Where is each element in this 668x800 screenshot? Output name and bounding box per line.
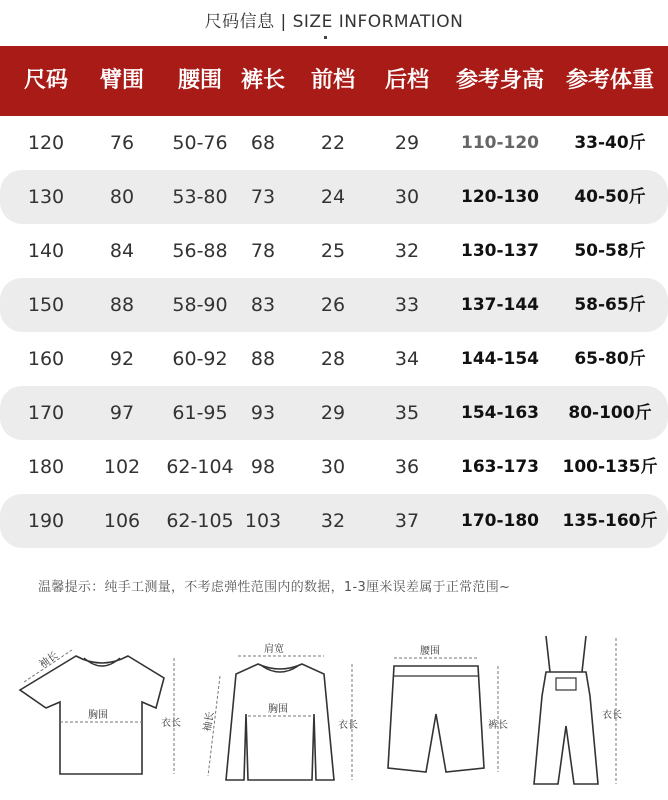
header-arm: 臂围	[99, 68, 144, 93]
header-back-rise: 后档	[384, 68, 429, 93]
header-waist: 腰围	[177, 68, 222, 93]
title-divider-dot	[324, 36, 327, 39]
sweater-length-label: 衣长	[338, 720, 358, 731]
table-cell: 58-65斤	[574, 295, 646, 315]
table-cell: 36	[394, 456, 420, 478]
table-cell: 60-92	[172, 348, 228, 370]
tshirt-diagram	[14, 628, 194, 788]
table-cell: 25	[320, 240, 346, 262]
table-cell: 40-50斤	[574, 187, 646, 207]
table-cell: 130-137	[460, 241, 540, 261]
overalls-diagram	[520, 628, 666, 790]
sweater-sleeve-label: 袖长	[202, 710, 217, 733]
table-cell: 68	[250, 132, 276, 154]
table-cell: 88	[250, 348, 276, 370]
table-cell: 93	[250, 402, 276, 424]
table-cell: 170	[27, 402, 65, 424]
table-cell: 190	[27, 510, 65, 532]
table-row	[0, 170, 668, 224]
shorts-diagram	[380, 636, 510, 786]
table-cell: 137-144	[460, 295, 540, 315]
table-cell: 160	[27, 348, 65, 370]
header-size: 尺码	[23, 68, 68, 93]
table-cell: 84	[109, 240, 135, 262]
table-cell: 100-135斤	[562, 457, 658, 477]
table-cell: 135-160斤	[562, 511, 658, 531]
table-cell: 30	[394, 186, 420, 208]
table-cell: 120-130	[460, 187, 540, 207]
table-cell: 150	[27, 294, 65, 316]
header-ref-weight: 参考体重	[565, 68, 654, 93]
table-cell: 144-154	[460, 349, 540, 369]
table-cell: 62-105	[166, 510, 234, 532]
table-cell: 50-76	[172, 132, 228, 154]
table-row	[0, 278, 668, 332]
table-cell: 37	[394, 510, 420, 532]
table-cell: 61-95	[172, 402, 228, 424]
table-row	[0, 494, 668, 548]
header-front-rise: 前档	[310, 68, 355, 93]
header-ref-height: 参考身高	[455, 68, 544, 93]
overalls-shape	[534, 672, 598, 784]
table-row	[0, 386, 668, 440]
table-cell: 180	[27, 456, 65, 478]
table-row	[0, 332, 668, 386]
table-cell: 83	[250, 294, 276, 316]
table-cell: 88	[109, 294, 135, 316]
table-cell: 73	[250, 186, 276, 208]
table-cell: 65-80斤	[574, 349, 646, 369]
table-cell: 35	[394, 402, 420, 424]
table-cell: 80	[109, 186, 135, 208]
tshirt-sleeve-label: 袖长	[37, 649, 61, 671]
sweater-shoulder-label: 肩宽	[264, 644, 284, 655]
table-cell: 56-88	[172, 240, 228, 262]
table-cell: 80-100斤	[568, 403, 652, 423]
shorts-shape	[388, 666, 484, 772]
table-cell: 92	[109, 348, 135, 370]
table-cell: 103	[244, 510, 282, 532]
table-cell: 30	[320, 456, 346, 478]
table-cell: 53-80	[172, 186, 228, 208]
table-row	[0, 224, 668, 278]
table-row	[0, 116, 668, 170]
table-cell: 98	[250, 456, 276, 478]
table-cell: 130	[27, 186, 65, 208]
table-cell: 26	[320, 294, 346, 316]
table-cell: 34	[394, 348, 420, 370]
tshirt-chest-label: 胸围	[88, 710, 108, 721]
table-cell: 163-173	[460, 457, 540, 477]
sweater-shape	[226, 664, 334, 780]
table-cell: 140	[27, 240, 65, 262]
table-cell: 22	[320, 132, 346, 154]
tshirt-length-label: 衣长	[161, 718, 181, 729]
table-cell: 58-90	[172, 294, 228, 316]
table-cell: 33-40斤	[574, 133, 646, 153]
table-cell: 154-163	[460, 403, 540, 423]
table-row	[0, 440, 668, 494]
table-cell: 110-120	[460, 133, 540, 153]
table-cell: 29	[394, 132, 420, 154]
table-header	[0, 46, 668, 116]
table-cell: 50-58斤	[574, 241, 646, 261]
table-cell: 97	[109, 402, 135, 424]
table-cell: 120	[27, 132, 65, 154]
table-cell: 28	[320, 348, 346, 370]
header-pants-length: 裤长	[240, 68, 285, 93]
shorts-length-label: 裤长	[488, 720, 508, 731]
sweater-chest-label: 胸围	[268, 704, 288, 715]
table-cell: 62-104	[166, 456, 234, 478]
table-cell: 78	[250, 240, 276, 262]
table-cell: 24	[320, 186, 346, 208]
page-title: 尺码信息 | SIZE INFORMATION	[204, 12, 464, 32]
table-cell: 170-180	[460, 511, 540, 531]
table-cell: 29	[320, 402, 346, 424]
table-cell: 102	[103, 456, 141, 478]
table-cell: 32	[320, 510, 346, 532]
sweater-diagram	[196, 636, 372, 792]
table-cell: 76	[109, 132, 135, 154]
overalls-length-label: 衣长	[602, 710, 622, 721]
table-cell: 106	[103, 510, 141, 532]
shorts-waist-label: 腰围	[420, 646, 440, 657]
measurement-tip: 温馨提示：纯手工测量，不考虑弹性范围内的数据，1-3厘米误差属于正常范围~	[38, 580, 511, 595]
table-cell: 32	[394, 240, 420, 262]
table-cell: 33	[394, 294, 420, 316]
